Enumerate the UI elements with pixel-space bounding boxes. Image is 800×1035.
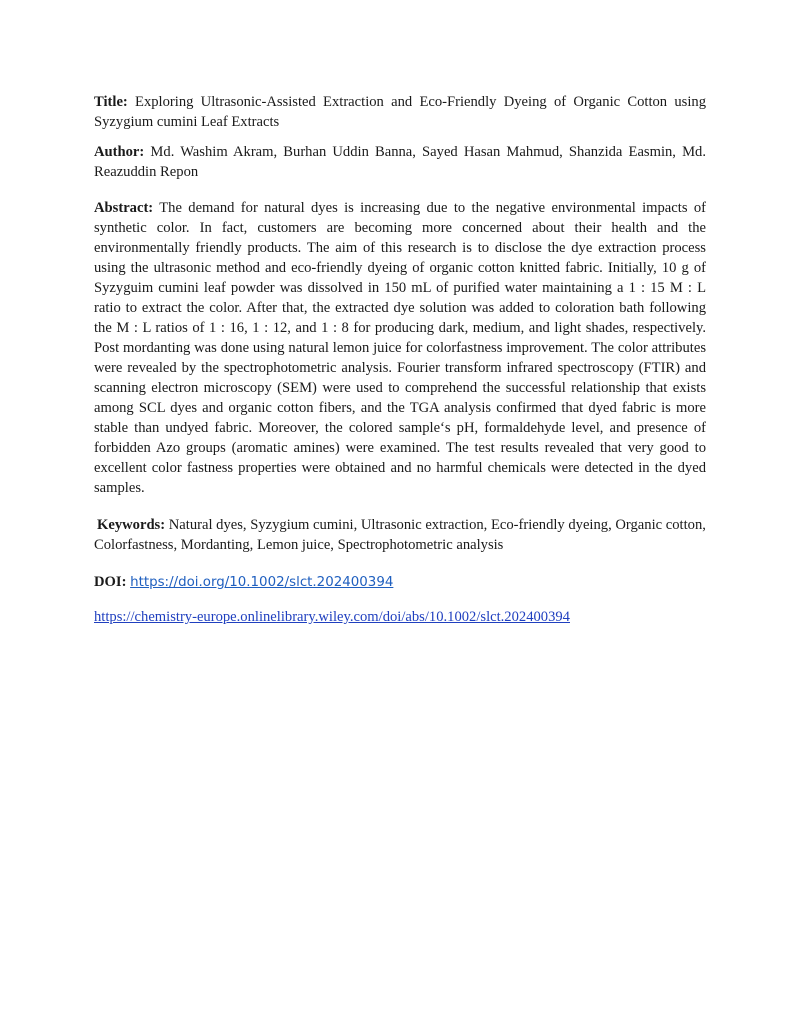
- abstract-text: The demand for natural dyes is increasing due to the negative environmental impacts of synthetic color. In fact, customers are becoming more concerned about their health and the environmentally friendly products. The aim of this research is to disclose the dye extraction process using the ultrasonic method and eco-friendly dyeing of organic cotton knitted fabric. Initially, 10 g of Syzyguim cumini leaf powder was dissolved in 150 mL of purified water maintaining a 1 : 15 M : L ratio to extract the color. After that, the extracted dye solution was added to coloration bath following the M : L ratios of 1 : 16, 1 : 12, and 1 : 8 for producing dark, medium, and light shades, respectively. Post mordanting was done using natural lemon juice for colorfastness improvement. The color attributes were revealed by the spectrophotometric analysis. Fourier transform infrared spectroscopy (FTIR) and scanning electron microscopy (SEM) were used to comprehend the successful relationship that exists among SCL dyes and organic cotton fibers, and the TGA analysis confirmed that dyed fabric is more stable than undyed fabric. Moreover, the colored sample‘s pH, formaldehyde level, and presence of forbidden Azo groups (aromatic amines) were examined. The test results revealed that very good to excellent color fastness properties were obtained and no harmful chemicals were detected in the dyed samples.: [94, 200, 706, 496]
- paper-title: Exploring Ultrasonic-Assisted Extraction and Eco-Friendly Dyeing of Organic Cotton using Syzygium cumini Leaf Extracts: [94, 94, 706, 130]
- document-page: [94, 92, 706, 627]
- url-paragraph: [94, 607, 706, 627]
- author-label: Author:: [94, 144, 145, 160]
- doi-link[interactable]: https://doi.org/10.1002/slct.202400394: [130, 575, 394, 590]
- abstract-label: Abstract:: [94, 200, 154, 216]
- author-paragraph: [94, 142, 706, 182]
- title-label: Title:: [94, 94, 128, 110]
- keywords-paragraph: [94, 515, 706, 555]
- keywords-text: Natural dyes, Syzygium cumini, Ultrasonic extraction, Eco-friendly dyeing, Organic cotton, Colorfastness, Mordanting, Lemon juice, Spectrophotometric analysis: [94, 517, 706, 553]
- article-url-link[interactable]: https://chemistry-europe.onlinelibrary.wiley.com/doi/abs/10.1002/slct.202400394: [94, 609, 570, 625]
- title-paragraph: [94, 92, 706, 132]
- doi-label: DOI:: [94, 574, 127, 590]
- doi-paragraph: [94, 572, 706, 593]
- author-list: Md. Washim Akram, Burhan Uddin Banna, Sayed Hasan Mahmud, Shanzida Easmin, Md. Reazuddin Repon: [94, 144, 706, 180]
- keywords-label: Keywords:: [97, 517, 166, 533]
- abstract-paragraph: [94, 198, 706, 498]
